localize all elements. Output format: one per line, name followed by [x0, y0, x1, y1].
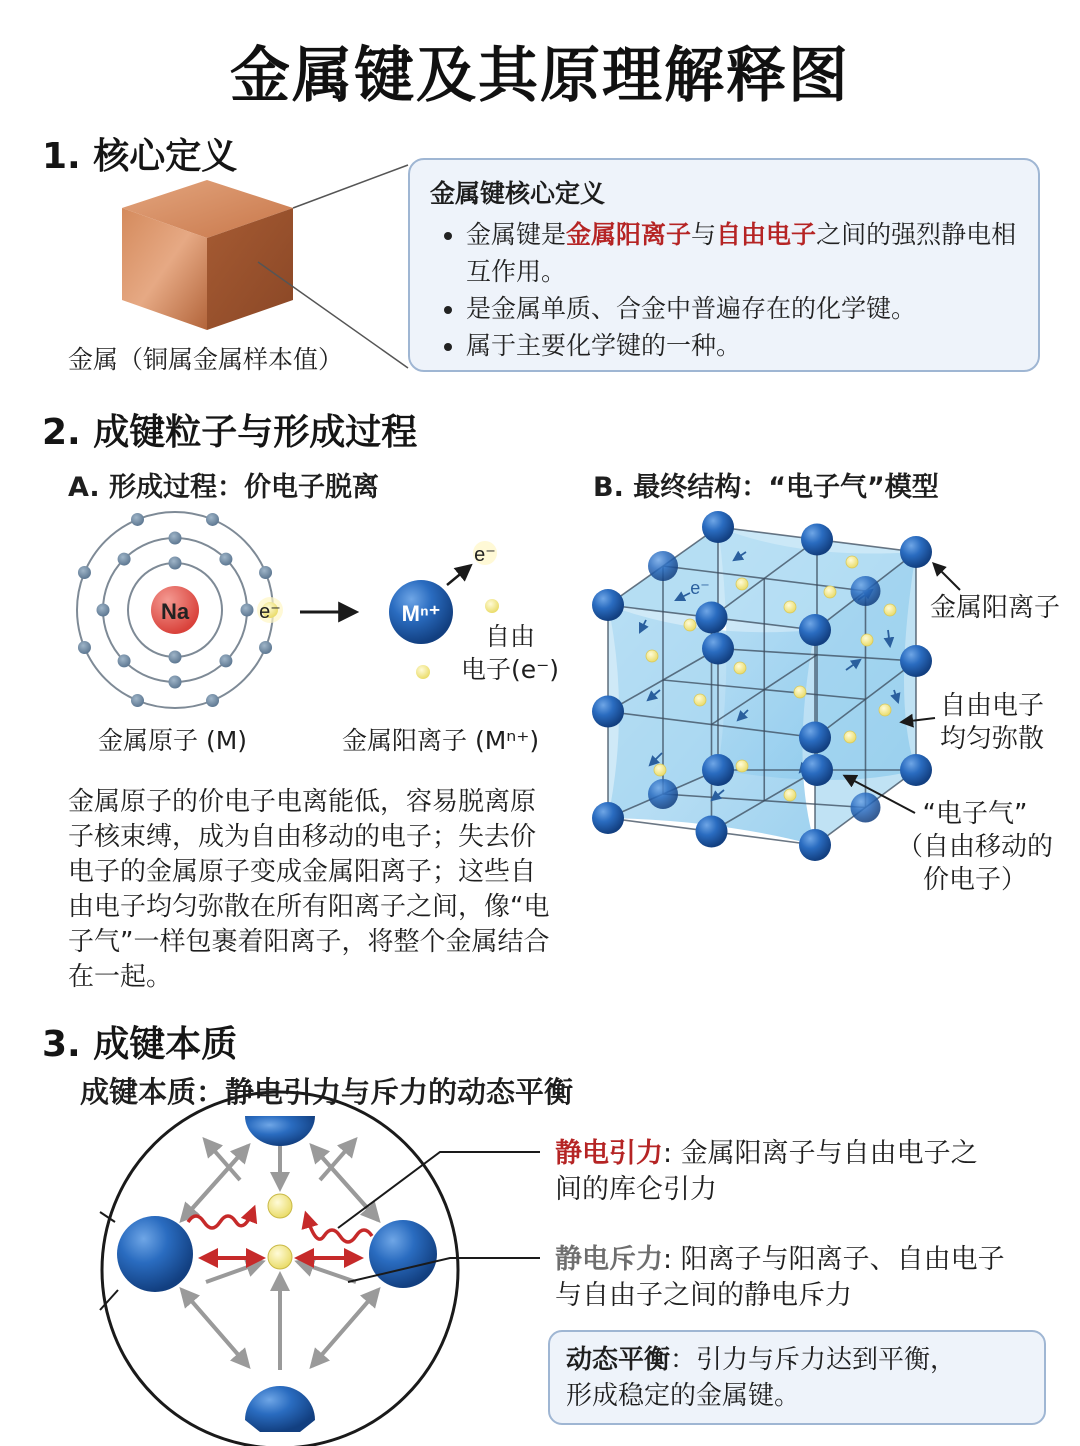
shell-electron [78, 566, 91, 579]
lattice-cation [702, 511, 734, 543]
section1-heading: 1. 核心定义 [42, 136, 238, 177]
shell-electron [169, 676, 182, 689]
lattice-free-electron-label [940, 690, 1044, 756]
cation-left [117, 1216, 193, 1292]
text: 与自由子之间的静电斥力 [555, 1280, 852, 1311]
lattice-cation [801, 754, 833, 786]
attraction-term: 静电引力 [555, 1138, 663, 1169]
electron-center [268, 1245, 292, 1269]
shell-electron [259, 566, 272, 579]
text: 间的库仑引力 [555, 1174, 717, 1205]
lattice-free-electron [694, 694, 706, 706]
metal-cation-label: Mⁿ⁺ [401, 601, 441, 626]
lattice-free-electron [844, 731, 856, 743]
label-line: 自由 [484, 622, 535, 651]
text: 金属键是 [466, 220, 567, 249]
shell-electron [259, 641, 272, 654]
repulsion-term: 静电斥力 [555, 1244, 663, 1275]
lattice-free-electron [884, 604, 896, 616]
lattice-cation [702, 633, 734, 665]
lattice-free-electron [734, 662, 746, 674]
lattice-gas-label [895, 798, 1055, 897]
formation-paragraph: 金属原子的价电子电离能低，容易脱离原子核束缚，成为自由移动的电子；失去价电子的金属原子变成金属阳离子；这些自由电子均匀弥散在所有阳离子之间，像“电子气”一样包裹着阳离子，将整个金属结合在一起。 [68, 787, 550, 992]
page-title: 金属键及其原理解释图 [230, 41, 850, 111]
definition-item: • 是金属单质、合金中普遍存在的化学键。 [466, 290, 1018, 327]
label-line: 价电子） [922, 865, 1027, 895]
section2-heading: 2. 成键粒子与形成过程 [42, 412, 418, 453]
label-line: （自由移动的 [896, 832, 1053, 862]
lattice-cation [900, 536, 932, 568]
balance-box [548, 1330, 1046, 1425]
metal-caption: 金属（铜属金属样本值） [68, 345, 344, 374]
shell-electron [241, 604, 254, 617]
lattice-free-electron [879, 704, 891, 716]
highlight-free-electron: 自由电子 [716, 220, 817, 249]
definition-item [466, 216, 1018, 290]
section3-subtitle: 成键本质：静电引力与斥力的动态平衡 [80, 1075, 574, 1109]
lattice-electron-label: e⁻ [690, 578, 710, 598]
lattice-cation [799, 829, 831, 861]
lattice-free-electron [861, 634, 873, 646]
atom-caption: 金属原子 (M) [98, 726, 248, 755]
definition-box-title: 金属键核心定义 [430, 179, 606, 208]
shell-electron [118, 654, 131, 667]
lattice-free-electron [736, 578, 748, 590]
highlight-cation: 金属阳离子 [566, 220, 692, 249]
label-line: 均匀弥散 [940, 724, 1045, 754]
label-line: “电子气” [922, 799, 1028, 829]
definition-list [430, 216, 1018, 364]
lattice-free-electron [846, 556, 858, 568]
shell-electron [78, 641, 91, 654]
text: : 阳离子与阳离子、自由电子 [663, 1244, 1005, 1275]
shell-electron [206, 694, 219, 707]
section3-heading: 3. 成键本质 [42, 1024, 238, 1065]
subsection-a-title: A. 形成过程：价电子脱离 [68, 472, 380, 503]
text: 之间的强烈静电相互作用。 [466, 220, 1017, 286]
shell-electron [131, 694, 144, 707]
lattice-cation [592, 696, 624, 728]
ejection-arrow [447, 566, 470, 585]
callout-cation-arrow [934, 564, 960, 590]
lattice-cation [592, 802, 624, 834]
lattice-cation [592, 589, 624, 621]
shell-electron [219, 553, 232, 566]
lattice-cation [799, 722, 831, 754]
balance-term: 动态平衡 [566, 1345, 671, 1375]
electron-top [268, 1194, 292, 1218]
lattice-free-electron [784, 601, 796, 613]
lattice-cation [799, 614, 831, 646]
lattice-cation [648, 551, 678, 581]
nucleus-label: Na [160, 599, 190, 624]
shell-electron [219, 654, 232, 667]
label-line: 电子(e⁻) [460, 655, 560, 684]
lattice-free-electron [646, 650, 658, 662]
shell-electron [206, 513, 219, 526]
lattice-cation-label: 金属阳离子 [930, 593, 1061, 623]
ejected-electron-label: e⁻ [474, 544, 496, 566]
free-electron [485, 599, 499, 613]
copper-cube-icon [122, 180, 293, 330]
definition-box [408, 158, 1040, 372]
lattice-cation [702, 754, 734, 786]
lattice-cation [900, 645, 932, 677]
free-electron [416, 665, 430, 679]
lattice-cation [851, 576, 881, 606]
repulsion-label [555, 1242, 1065, 1314]
shell-electron [118, 553, 131, 566]
text: ：引力与斥力达到平衡， [670, 1345, 957, 1375]
text: 形成稳定的金属键。 [566, 1381, 801, 1411]
subsection-b-title: B. 最终结构：“电子气”模型 [593, 472, 939, 503]
lattice-cation [696, 602, 728, 634]
label-line: 自由电子 [940, 691, 1045, 721]
callout-line [293, 165, 408, 208]
text: : 金属阳离子与自由电子之 [663, 1138, 978, 1169]
shell-electron [169, 557, 182, 570]
cation-right [369, 1220, 437, 1288]
cation-caption: 金属阳离子 (Mⁿ⁺) [342, 726, 540, 755]
lattice-cation [900, 754, 932, 786]
shell-electron [169, 651, 182, 664]
lattice-cation [801, 524, 833, 556]
lattice-cation [696, 816, 728, 848]
lattice-free-electron [684, 619, 696, 631]
attraction-label [555, 1136, 1045, 1208]
lattice-free-electron [736, 760, 748, 772]
lattice-free-electron [794, 686, 806, 698]
valence-electron-label: e⁻ [259, 601, 281, 623]
text: 与 [691, 220, 717, 249]
shell-electron [131, 513, 144, 526]
lattice-free-electron [784, 789, 796, 801]
definition-item: • 属于主要化学键的一种。 [466, 327, 1018, 364]
lattice-free-electron [824, 586, 836, 598]
lattice-free-electron [654, 764, 666, 776]
lattice-cation [851, 793, 881, 823]
shell-electron [169, 532, 182, 545]
free-electron-label [460, 620, 560, 686]
lattice-cation [648, 779, 678, 809]
shell-electron [97, 604, 110, 617]
